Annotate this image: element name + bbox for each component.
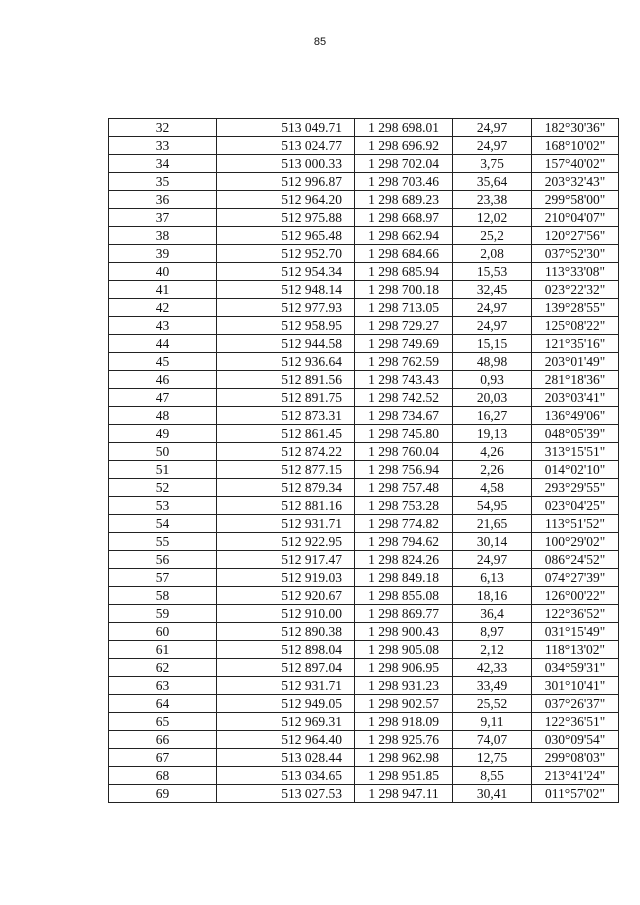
bearing-cell: 125°08'22"	[532, 317, 619, 335]
bearing-cell: 037°52'30"	[532, 245, 619, 263]
x-coordinate-cell: 512 936.64	[217, 353, 355, 371]
distance-cell: 15,15	[453, 335, 532, 353]
bearing-cell: 122°36'51"	[532, 713, 619, 731]
table-row	[109, 227, 619, 245]
point-number-cell: 35	[109, 173, 217, 191]
y-coordinate-cell: 1 298 762.59	[355, 353, 453, 371]
point-number-cell: 58	[109, 587, 217, 605]
y-coordinate-cell: 1 298 869.77	[355, 605, 453, 623]
table-row	[109, 389, 619, 407]
bearing-cell: 113°33'08"	[532, 263, 619, 281]
table-row	[109, 731, 619, 749]
distance-cell: 35,64	[453, 173, 532, 191]
distance-cell: 4,58	[453, 479, 532, 497]
point-number-cell: 55	[109, 533, 217, 551]
point-number-cell: 62	[109, 659, 217, 677]
y-coordinate-cell: 1 298 698.01	[355, 119, 453, 137]
table-row	[109, 677, 619, 695]
y-coordinate-cell: 1 298 743.43	[355, 371, 453, 389]
y-coordinate-cell: 1 298 668.97	[355, 209, 453, 227]
distance-cell: 42,33	[453, 659, 532, 677]
x-coordinate-cell: 512 958.95	[217, 317, 355, 335]
y-coordinate-cell: 1 298 900.43	[355, 623, 453, 641]
distance-cell: 30,41	[453, 785, 532, 803]
bearing-cell: 086°24'52"	[532, 551, 619, 569]
point-number-cell: 47	[109, 389, 217, 407]
distance-cell: 12,02	[453, 209, 532, 227]
table-row	[109, 533, 619, 551]
bearing-cell: 074°27'39"	[532, 569, 619, 587]
y-coordinate-cell: 1 298 757.48	[355, 479, 453, 497]
x-coordinate-cell: 512 861.45	[217, 425, 355, 443]
y-coordinate-cell: 1 298 729.27	[355, 317, 453, 335]
table-row	[109, 245, 619, 263]
point-number-cell: 57	[109, 569, 217, 587]
y-coordinate-cell: 1 298 734.67	[355, 407, 453, 425]
y-coordinate-cell: 1 298 794.62	[355, 533, 453, 551]
point-number-cell: 37	[109, 209, 217, 227]
point-number-cell: 33	[109, 137, 217, 155]
distance-cell: 19,13	[453, 425, 532, 443]
distance-cell: 16,27	[453, 407, 532, 425]
distance-cell: 74,07	[453, 731, 532, 749]
point-number-cell: 60	[109, 623, 217, 641]
distance-cell: 32,45	[453, 281, 532, 299]
y-coordinate-cell: 1 298 702.04	[355, 155, 453, 173]
distance-cell: 24,97	[453, 119, 532, 137]
y-coordinate-cell: 1 298 756.94	[355, 461, 453, 479]
bearing-cell: 100°29'02"	[532, 533, 619, 551]
point-number-cell: 32	[109, 119, 217, 137]
page-number: 85	[313, 36, 327, 48]
table-row	[109, 281, 619, 299]
table-row	[109, 587, 619, 605]
table-row	[109, 605, 619, 623]
table-row	[109, 137, 619, 155]
x-coordinate-cell: 512 996.87	[217, 173, 355, 191]
distance-cell: 30,14	[453, 533, 532, 551]
distance-cell: 48,98	[453, 353, 532, 371]
distance-cell: 15,53	[453, 263, 532, 281]
table-row	[109, 695, 619, 713]
y-coordinate-cell: 1 298 700.18	[355, 281, 453, 299]
bearing-cell: 034°59'31"	[532, 659, 619, 677]
y-coordinate-cell: 1 298 905.08	[355, 641, 453, 659]
bearing-cell: 203°03'41"	[532, 389, 619, 407]
y-coordinate-cell: 1 298 703.46	[355, 173, 453, 191]
x-coordinate-cell: 512 964.40	[217, 731, 355, 749]
bearing-cell: 023°04'25"	[532, 497, 619, 515]
x-coordinate-cell: 512 910.00	[217, 605, 355, 623]
y-coordinate-cell: 1 298 696.92	[355, 137, 453, 155]
point-number-cell: 53	[109, 497, 217, 515]
x-coordinate-cell: 513 024.77	[217, 137, 355, 155]
table-row	[109, 749, 619, 767]
table-row	[109, 263, 619, 281]
bearing-cell: 031°15'49"	[532, 623, 619, 641]
point-number-cell: 52	[109, 479, 217, 497]
y-coordinate-cell: 1 298 918.09	[355, 713, 453, 731]
x-coordinate-cell: 512 879.34	[217, 479, 355, 497]
table-row	[109, 371, 619, 389]
point-number-cell: 68	[109, 767, 217, 785]
bearing-cell: 030°09'54"	[532, 731, 619, 749]
distance-cell: 25,2	[453, 227, 532, 245]
x-coordinate-cell: 512 952.70	[217, 245, 355, 263]
table-row	[109, 443, 619, 461]
y-coordinate-cell: 1 298 902.57	[355, 695, 453, 713]
x-coordinate-cell: 512 891.75	[217, 389, 355, 407]
bearing-cell: 014°02'10"	[532, 461, 619, 479]
x-coordinate-cell: 512 922.95	[217, 533, 355, 551]
y-coordinate-cell: 1 298 931.23	[355, 677, 453, 695]
table-row	[109, 335, 619, 353]
point-number-cell: 38	[109, 227, 217, 245]
x-coordinate-cell: 513 028.44	[217, 749, 355, 767]
distance-cell: 9,11	[453, 713, 532, 731]
x-coordinate-cell: 512 948.14	[217, 281, 355, 299]
point-number-cell: 69	[109, 785, 217, 803]
y-coordinate-cell: 1 298 684.66	[355, 245, 453, 263]
distance-cell: 8,97	[453, 623, 532, 641]
x-coordinate-cell: 512 944.58	[217, 335, 355, 353]
bearing-cell: 023°22'32"	[532, 281, 619, 299]
x-coordinate-cell: 512 975.88	[217, 209, 355, 227]
x-coordinate-cell: 513 027.53	[217, 785, 355, 803]
y-coordinate-cell: 1 298 925.76	[355, 731, 453, 749]
x-coordinate-cell: 513 049.71	[217, 119, 355, 137]
bearing-cell: 122°36'52"	[532, 605, 619, 623]
point-number-cell: 41	[109, 281, 217, 299]
point-number-cell: 44	[109, 335, 217, 353]
bearing-cell: 299°58'00"	[532, 191, 619, 209]
distance-cell: 36,4	[453, 605, 532, 623]
point-number-cell: 43	[109, 317, 217, 335]
table-row	[109, 299, 619, 317]
table-row	[109, 515, 619, 533]
y-coordinate-cell: 1 298 774.82	[355, 515, 453, 533]
bearing-cell: 139°28'55"	[532, 299, 619, 317]
point-number-cell: 42	[109, 299, 217, 317]
x-coordinate-cell: 512 890.38	[217, 623, 355, 641]
y-coordinate-cell: 1 298 662.94	[355, 227, 453, 245]
distance-cell: 4,26	[453, 443, 532, 461]
table-row	[109, 209, 619, 227]
y-coordinate-cell: 1 298 760.04	[355, 443, 453, 461]
point-number-cell: 34	[109, 155, 217, 173]
bearing-cell: 313°15'51"	[532, 443, 619, 461]
point-number-cell: 61	[109, 641, 217, 659]
x-coordinate-cell: 512 891.56	[217, 371, 355, 389]
bearing-cell: 210°04'07"	[532, 209, 619, 227]
table-row	[109, 569, 619, 587]
y-coordinate-cell: 1 298 749.69	[355, 335, 453, 353]
bearing-cell: 203°01'49"	[532, 353, 619, 371]
bearing-cell: 281°18'36"	[532, 371, 619, 389]
bearing-cell: 293°29'55"	[532, 479, 619, 497]
x-coordinate-cell: 512 919.03	[217, 569, 355, 587]
distance-cell: 2,08	[453, 245, 532, 263]
distance-cell: 6,13	[453, 569, 532, 587]
y-coordinate-cell: 1 298 713.05	[355, 299, 453, 317]
distance-cell: 24,97	[453, 299, 532, 317]
x-coordinate-cell: 512 977.93	[217, 299, 355, 317]
y-coordinate-cell: 1 298 753.28	[355, 497, 453, 515]
distance-cell: 54,95	[453, 497, 532, 515]
distance-cell: 3,75	[453, 155, 532, 173]
table-row	[109, 407, 619, 425]
distance-cell: 33,49	[453, 677, 532, 695]
point-number-cell: 40	[109, 263, 217, 281]
bearing-cell: 301°10'41"	[532, 677, 619, 695]
distance-cell: 24,97	[453, 551, 532, 569]
table-row	[109, 173, 619, 191]
distance-cell: 20,03	[453, 389, 532, 407]
x-coordinate-cell: 512 874.22	[217, 443, 355, 461]
point-number-cell: 59	[109, 605, 217, 623]
y-coordinate-cell: 1 298 849.18	[355, 569, 453, 587]
bearing-cell: 126°00'22"	[532, 587, 619, 605]
point-number-cell: 50	[109, 443, 217, 461]
point-number-cell: 66	[109, 731, 217, 749]
distance-cell: 25,52	[453, 695, 532, 713]
table-row	[109, 155, 619, 173]
x-coordinate-cell: 512 931.71	[217, 677, 355, 695]
distance-cell: 0,93	[453, 371, 532, 389]
x-coordinate-cell: 513 034.65	[217, 767, 355, 785]
x-coordinate-cell: 512 931.71	[217, 515, 355, 533]
y-coordinate-cell: 1 298 951.85	[355, 767, 453, 785]
x-coordinate-cell: 512 920.67	[217, 587, 355, 605]
x-coordinate-cell: 512 965.48	[217, 227, 355, 245]
bearing-cell: 037°26'37"	[532, 695, 619, 713]
bearing-cell: 011°57'02"	[532, 785, 619, 803]
bearing-cell: 120°27'56"	[532, 227, 619, 245]
bearing-cell: 118°13'02"	[532, 641, 619, 659]
x-coordinate-cell: 512 897.04	[217, 659, 355, 677]
bearing-cell: 136°49'06"	[532, 407, 619, 425]
point-number-cell: 46	[109, 371, 217, 389]
table-row	[109, 497, 619, 515]
table-row	[109, 317, 619, 335]
bearing-cell: 048°05'39"	[532, 425, 619, 443]
bearing-cell: 168°10'02"	[532, 137, 619, 155]
point-number-cell: 49	[109, 425, 217, 443]
x-coordinate-cell: 512 877.15	[217, 461, 355, 479]
bearing-cell: 113°51'52"	[532, 515, 619, 533]
y-coordinate-cell: 1 298 685.94	[355, 263, 453, 281]
table-row	[109, 623, 619, 641]
point-number-cell: 64	[109, 695, 217, 713]
table-row	[109, 767, 619, 785]
bearing-cell: 157°40'02"	[532, 155, 619, 173]
x-coordinate-cell: 512 954.34	[217, 263, 355, 281]
distance-cell: 12,75	[453, 749, 532, 767]
x-coordinate-cell: 512 873.31	[217, 407, 355, 425]
point-number-cell: 39	[109, 245, 217, 263]
table-row	[109, 353, 619, 371]
y-coordinate-cell: 1 298 962.98	[355, 749, 453, 767]
table-row	[109, 785, 619, 803]
table-row	[109, 119, 619, 137]
x-coordinate-cell: 512 964.20	[217, 191, 355, 209]
x-coordinate-cell: 512 898.04	[217, 641, 355, 659]
point-number-cell: 48	[109, 407, 217, 425]
distance-cell: 24,97	[453, 137, 532, 155]
y-coordinate-cell: 1 298 824.26	[355, 551, 453, 569]
point-number-cell: 67	[109, 749, 217, 767]
y-coordinate-cell: 1 298 689.23	[355, 191, 453, 209]
table-row	[109, 551, 619, 569]
point-number-cell: 36	[109, 191, 217, 209]
distance-cell: 23,38	[453, 191, 532, 209]
x-coordinate-cell: 513 000.33	[217, 155, 355, 173]
bearing-cell: 203°32'43"	[532, 173, 619, 191]
point-number-cell: 54	[109, 515, 217, 533]
x-coordinate-cell: 512 949.05	[217, 695, 355, 713]
distance-cell: 2,26	[453, 461, 532, 479]
y-coordinate-cell: 1 298 855.08	[355, 587, 453, 605]
table-row	[109, 641, 619, 659]
point-number-cell: 56	[109, 551, 217, 569]
distance-cell: 21,65	[453, 515, 532, 533]
table-row	[109, 425, 619, 443]
bearing-cell: 121°35'16"	[532, 335, 619, 353]
x-coordinate-cell: 512 881.16	[217, 497, 355, 515]
point-number-cell: 51	[109, 461, 217, 479]
table-row	[109, 461, 619, 479]
y-coordinate-cell: 1 298 745.80	[355, 425, 453, 443]
point-number-cell: 65	[109, 713, 217, 731]
table-row	[109, 479, 619, 497]
y-coordinate-cell: 1 298 947.11	[355, 785, 453, 803]
table-row	[109, 659, 619, 677]
distance-cell: 2,12	[453, 641, 532, 659]
coordinates-table	[108, 118, 619, 803]
table-row	[109, 713, 619, 731]
distance-cell: 18,16	[453, 587, 532, 605]
x-coordinate-cell: 512 917.47	[217, 551, 355, 569]
distance-cell: 8,55	[453, 767, 532, 785]
coordinates-table-body	[109, 119, 619, 803]
y-coordinate-cell: 1 298 906.95	[355, 659, 453, 677]
x-coordinate-cell: 512 969.31	[217, 713, 355, 731]
bearing-cell: 299°08'03"	[532, 749, 619, 767]
distance-cell: 24,97	[453, 317, 532, 335]
point-number-cell: 63	[109, 677, 217, 695]
y-coordinate-cell: 1 298 742.52	[355, 389, 453, 407]
bearing-cell: 182°30'36"	[532, 119, 619, 137]
point-number-cell: 45	[109, 353, 217, 371]
bearing-cell: 213°41'24"	[532, 767, 619, 785]
table-row	[109, 191, 619, 209]
